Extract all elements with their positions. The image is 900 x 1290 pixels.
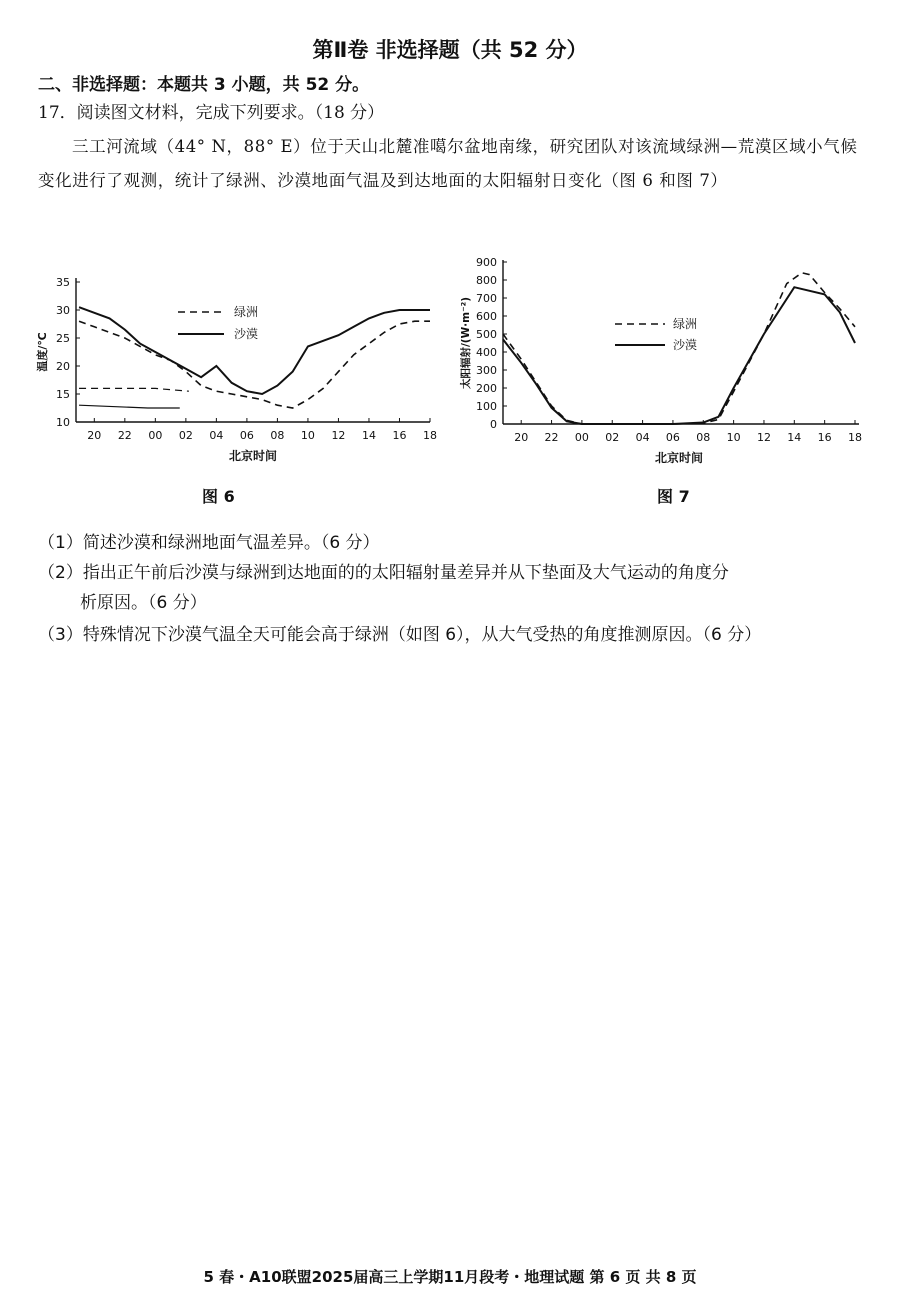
y-tick-label: 900: [476, 256, 497, 269]
y-tick-label: 20: [56, 360, 70, 373]
x-tick-label: 08: [696, 431, 711, 444]
section-title: 二、非选择题：本题共 3 小题，共 52 分。: [38, 75, 370, 95]
y-tick-label: 500: [476, 328, 497, 341]
x-tick-label: 22: [117, 429, 132, 442]
y-axis-label: 太阳辐射/(W·m⁻²): [460, 296, 472, 390]
x-tick-label: 04: [635, 431, 650, 444]
x-tick-label: 12: [331, 429, 346, 442]
x-tick-label: 06: [239, 429, 254, 442]
y-tick-label: 30: [56, 304, 70, 317]
y-tick-label: 800: [476, 274, 497, 287]
sub-question-2-continued: 析原因。（6 分）: [80, 593, 207, 613]
x-tick-label: 22: [544, 431, 559, 444]
y-axis-label: 温度/℃: [36, 332, 49, 372]
x-tick-label: 00: [574, 431, 589, 444]
x-tick-label: 10: [726, 431, 741, 444]
x-tick-label: 14: [361, 429, 376, 442]
legend-label: 沙漠: [673, 338, 698, 352]
x-tick-label: 20: [87, 429, 102, 442]
legend-label: 绿洲: [673, 317, 698, 331]
figure-6-caption: 图 6: [202, 487, 235, 506]
x-tick-label: 10: [300, 429, 315, 442]
y-tick-label: 35: [56, 276, 70, 289]
sub-question-2: （2）指出正午前后沙漠与绿洲到达地面的的太阳辐射量差异并从下垫面及大气运动的角度分: [38, 563, 729, 583]
x-tick-label: 02: [178, 429, 193, 442]
x-tick-label: 04: [209, 429, 224, 442]
x-axis-label: 北京时间: [228, 449, 278, 463]
y-tick-label: 600: [476, 310, 497, 323]
y-tick-label: 25: [56, 332, 70, 345]
legend-label: 沙漠: [234, 327, 259, 341]
y-tick-label: 200: [476, 382, 497, 395]
sub-question-3: （3）特殊情况下沙漠气温全天可能会高于绿洲（如图 6），从大气受热的角度推测原因。（6 分）: [38, 625, 762, 645]
question-title: 17．阅读图文材料，完成下列要求。（18 分）: [38, 103, 385, 123]
x-tick-label: 02: [605, 431, 620, 444]
y-tick-label: 100: [476, 400, 497, 413]
x-tick-label: 12: [756, 431, 771, 444]
x-tick-label: 00: [148, 429, 163, 442]
reference-line: [79, 388, 189, 391]
figure-7-caption: 图 7: [657, 487, 690, 506]
y-tick-label: 300: [476, 364, 497, 377]
y-tick-label: 0: [490, 418, 497, 431]
page-footer: 5 春・A10联盟2025届高三上学期11月段考・地理试题 第 6 页 共 8 页: [203, 1268, 697, 1286]
series-line-desert: [503, 287, 855, 424]
y-tick-label: 15: [56, 388, 70, 401]
x-tick-label: 08: [270, 429, 285, 442]
y-tick-label: 700: [476, 292, 497, 305]
x-tick-label: 06: [665, 431, 680, 444]
x-tick-label: 16: [392, 429, 407, 442]
x-tick-label: 16: [817, 431, 832, 444]
sub-question-1: （1）简述沙漠和绿洲地面气温差异。（6 分）: [38, 533, 380, 553]
series-line-desert: [79, 307, 430, 394]
figure-7-chart: [455, 252, 875, 480]
y-tick-label: 10: [56, 416, 70, 429]
x-tick-label: 18: [848, 431, 862, 444]
y-tick-label: 400: [476, 346, 497, 359]
x-tick-label: 20: [514, 431, 529, 444]
figure-6-chart: [30, 270, 450, 480]
x-axis-label: 北京时间: [654, 451, 704, 465]
material-paragraph: 三工河流域（44° N，88° E）位于天山北麓准噶尔盆地南缘，研究团队对该流域绿洲—荒漠区域小气候变化进行了观测，统计了绿洲、沙漠地面气温及到达地面的太阳辐射日变化（图 6 和图 7）: [38, 137, 858, 190]
legend-label: 绿洲: [234, 305, 259, 319]
page-heading: 第Ⅱ卷 非选择题（共 52 分）: [312, 38, 588, 62]
x-tick-label: 18: [423, 429, 437, 442]
reference-line: [79, 405, 180, 408]
x-tick-label: 14: [787, 431, 802, 444]
